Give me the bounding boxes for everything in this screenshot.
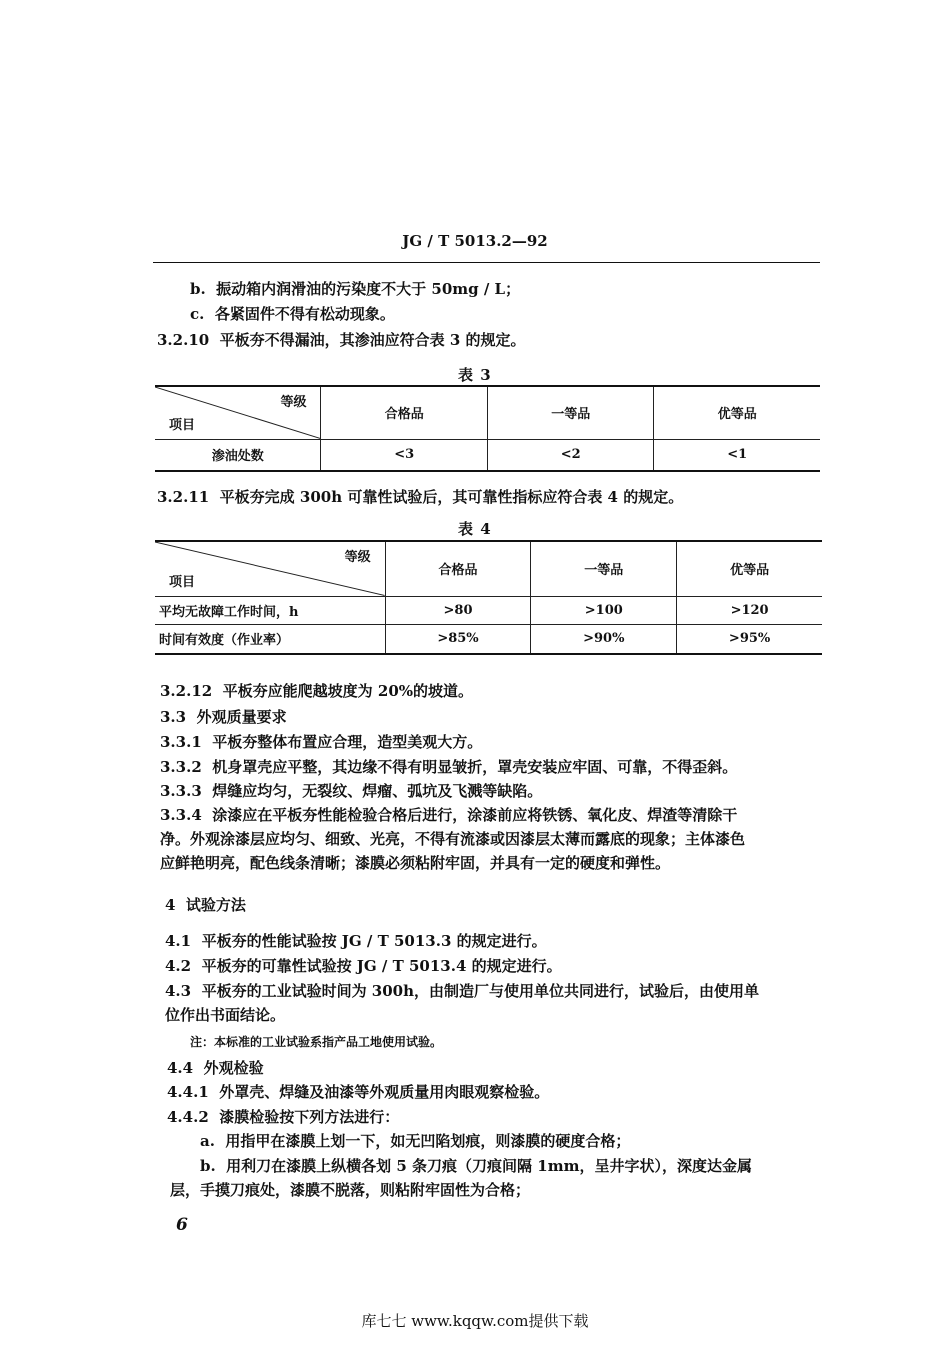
table4-col-header: 优等品 (677, 541, 822, 596)
table4-cell: >85% (385, 624, 531, 654)
clause-number: 3.2.11 (157, 488, 210, 506)
clause-text: 焊缝应均匀，无裂纹、焊瘤、弧坑及飞溅等缺陷。 (212, 782, 543, 800)
list-label: b. (200, 1157, 216, 1175)
clause-number: 4.2 (165, 957, 192, 975)
list-text: 振动箱内润滑油的污染度不大于 50mg / L； (216, 280, 521, 298)
list-text: 各紧固件不得有松动现象。 (214, 305, 395, 323)
section-4 (165, 894, 246, 915)
standard-number: JG / T 5013.2—92 (402, 232, 548, 250)
section-title: 外观检验 (203, 1059, 264, 1077)
clause-3-3-1 (160, 731, 482, 752)
clause-number: 3.3.2 (160, 758, 202, 776)
clause-number: 3.3.4 (160, 806, 202, 824)
clause-4-4-1 (167, 1081, 549, 1102)
clause-text: 平板夯应能爬越坡度为 20%的坡道。 (222, 682, 474, 700)
table3-col-header: 优等品 (654, 386, 820, 439)
clause-number: 3.2.10 (157, 331, 210, 349)
note: 注：本标准的工业试验系指产品工地使用试验。 (190, 1035, 443, 1049)
table3-cell: <1 (654, 439, 820, 471)
list-label: c. (190, 305, 205, 323)
clause-3-2-11 (157, 486, 683, 507)
header-rule (153, 262, 820, 263)
list-text: 用指甲在漆膜上划一下，如无凹陷划痕，则漆膜的硬度合格； (225, 1132, 631, 1150)
table3-col-header: 一等品 (487, 386, 654, 439)
table3-cell: <2 (487, 439, 654, 471)
list-text: 用利刀在漆膜上纵横各划 5 条刀痕（刀痕间隔 1mm，呈井字状），深度达金属 (226, 1157, 752, 1175)
clause-3-3-4 (160, 804, 737, 825)
clause-number: 4.3 (165, 982, 192, 1000)
section-4-4 (167, 1057, 264, 1078)
list-item-b (190, 278, 520, 299)
table4-cell: >90% (531, 624, 677, 654)
list-item-b2 (200, 1155, 752, 1176)
grade-label: 等级 (280, 395, 307, 410)
table4-row-item: 时间有效度（作业率） (155, 624, 385, 654)
clause-4-3-line2: 位作出书面结论。 (165, 1006, 286, 1024)
table4-cell: >100 (531, 596, 677, 624)
list-item-a (200, 1130, 630, 1151)
clause-text: 平板夯的性能试验按 JG / T 5013.3 的规定进行。 (201, 932, 547, 950)
list-label: a. (200, 1132, 215, 1150)
table4-cell: >80 (385, 596, 531, 624)
list-item-c (190, 303, 395, 324)
table-3 (155, 385, 820, 472)
clause-3-3-4-line3: 应鲜艳明亮，配色线条清晰；漆膜必须粘附牢固，并具有一定的硬度和弹性。 (160, 854, 671, 872)
download-footer: 库七七 www.kqqw.com提供下载 (361, 1312, 589, 1330)
clause-number: 3.3.3 (160, 782, 202, 800)
grade-label: 等级 (344, 550, 371, 565)
clause-4-3 (165, 980, 759, 1001)
clause-number: 3.3.1 (160, 733, 202, 751)
clause-number: 4.4.1 (167, 1083, 209, 1101)
clause-number: 4 (165, 896, 176, 914)
clause-text: 平板夯整体布置应合理，造型美观大方。 (212, 733, 483, 751)
section-3-3 (160, 706, 287, 727)
clause-3-2-12 (160, 680, 473, 701)
page-number: 6 (176, 1215, 188, 1235)
clause-number: 4.4 (167, 1059, 194, 1077)
clause-text: 外罩壳、焊缝及油漆等外观质量用肉眼观察检验。 (219, 1083, 550, 1101)
table4-row-item: 平均无故障工作时间，h (155, 596, 385, 624)
section-title: 试验方法 (185, 896, 246, 914)
table3-row-item: 渗油处数 (155, 439, 321, 471)
clause-3-2-10 (157, 329, 526, 350)
clause-4-1 (165, 930, 547, 951)
clause-text: 漆膜检验按下列方法进行： (219, 1108, 400, 1126)
table3-col-header: 合格品 (321, 386, 488, 439)
clause-number: 4.1 (165, 932, 192, 950)
section-title: 外观质量要求 (196, 708, 287, 726)
clause-number: 3.2.12 (160, 682, 213, 700)
clause-3-3-3 (160, 780, 542, 801)
clause-text: 机身罩壳应平整，其边缘不得有明显皱折，罩壳安装应牢固、可靠，不得歪斜。 (212, 758, 738, 776)
list-item-b2-line2: 层，手摸刀痕处，漆膜不脱落，则粘附牢固性为合格； (170, 1181, 531, 1199)
clause-number: 3.3 (160, 708, 187, 726)
table4-col-header: 一等品 (531, 541, 677, 596)
table4-cell: >120 (677, 596, 822, 624)
clause-3-3-2 (160, 756, 737, 777)
list-label: b. (190, 280, 206, 298)
item-label: 项目 (169, 574, 196, 590)
clause-text: 平板夯不得漏油，其渗油应符合表 3 的规定。 (219, 331, 526, 349)
clause-text: 平板夯的可靠性试验按 JG / T 5013.4 的规定进行。 (201, 957, 562, 975)
clause-text: 涂漆应在平板夯性能检验合格后进行，涂漆前应将铁锈、氧化皮、焊渣等清除干 (212, 806, 738, 824)
table4-diag-header (155, 541, 385, 596)
table3-caption: 表 3 (458, 366, 492, 384)
table4-caption: 表 4 (458, 520, 492, 538)
clause-text: 平板夯完成 300h 可靠性试验后，其可靠性指标应符合表 4 的规定。 (219, 488, 684, 506)
table-4 (155, 540, 822, 655)
table3-cell: <3 (321, 439, 488, 471)
table3-diag-header (155, 386, 321, 439)
table4-cell: >95% (677, 624, 822, 654)
table4-col-header: 合格品 (385, 541, 531, 596)
clause-number: 4.4.2 (167, 1108, 209, 1126)
clause-4-4-2 (167, 1106, 399, 1127)
clause-3-3-4-line2: 净。外观涂漆层应均匀、细致、光亮，不得有流漆或因漆层太薄而露底的现象；主体漆色 (160, 830, 746, 848)
clause-4-2 (165, 955, 562, 976)
clause-text: 平板夯的工业试验时间为 300h，由制造厂与使用单位共同进行，试验后，由使用单 (201, 982, 760, 1000)
item-label: 项目 (169, 417, 196, 433)
